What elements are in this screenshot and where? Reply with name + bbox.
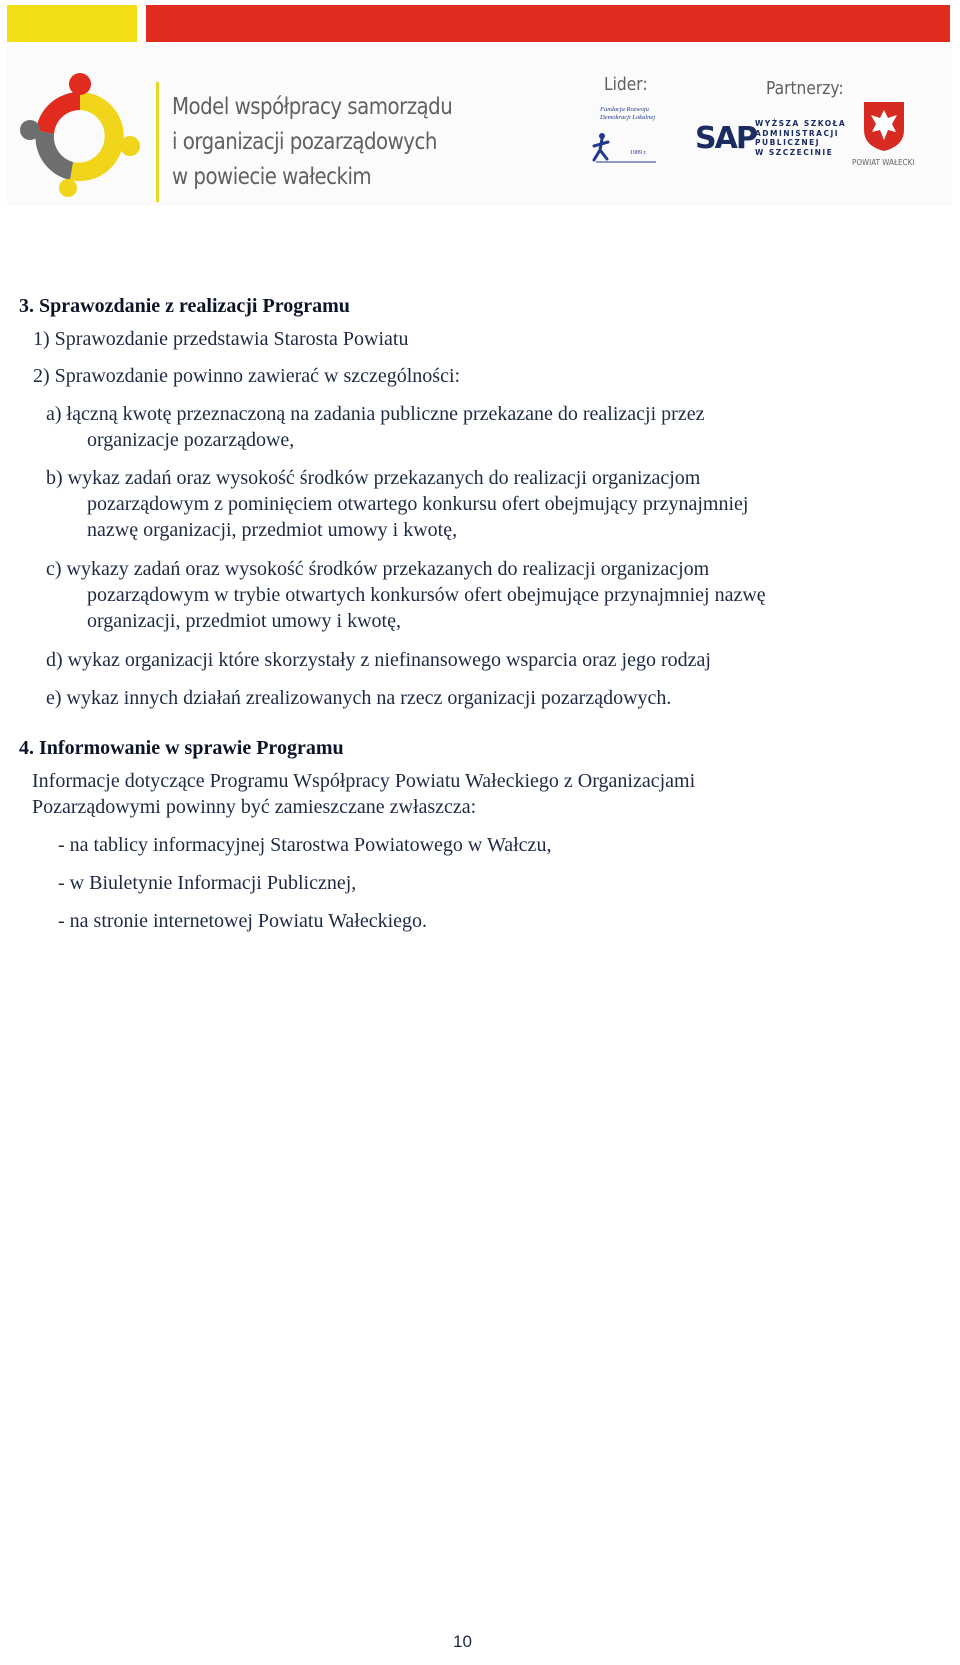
section-4-intro-line-1: Informacje dotyczące Programu Współpracy Powiatu Wałeckiego z Organizacjami [32,770,696,792]
powiat-label: POWIAT WAŁECKI [852,158,915,167]
point-b-line-3: nazwę organizacji, przedmiot umowy i kwotę, [87,519,458,541]
lider-label: Lider: [604,74,648,95]
project-title [172,90,456,195]
sap-logo-text: SAP [695,121,756,156]
sap-school-name [755,119,846,157]
point-a-line-1: a) łączną kwotę przeznaczoną na zadania publiczne przekazane do realizacji przez [46,403,705,425]
section-4-bullet-1: - na tablicy informacyjnej Starostwa Powiatowego w Wałczu, [58,834,552,856]
point-c-line-3: organizacji, przedmiot umowy i kwotę, [87,610,401,632]
header-bar-red [146,5,950,42]
point-c-line-1: c) wykazy zadań oraz wysokość środków przekazanych do realizacji organizacjom [46,558,710,580]
point-b-line-2: pozarządowym z pominięciem otwartego konkursu ofert obejmujący przynajmniej [87,493,749,515]
point-e-line: e) wykaz innych działań zrealizowanych na rzecz organizacji pozarządowych. [46,687,672,709]
sap-school-line-3: PUBLICZNEJ [755,138,821,147]
section-4-bullet-3: - na stronie internetowej Powiatu Wałeckiego. [58,910,428,932]
point-c-line-2: pozarządowym w trybie otwartych konkursów ofert obejmujące przynajmniej nazwę [87,584,766,606]
partnerzy-label: Partnerzy: [766,78,844,99]
project-title-line-2: i organizacji pozarządowych [172,129,437,155]
fundacja-logo-text [600,106,655,122]
sap-school-line-4: W SZCZECINIE [755,147,834,157]
section-4-heading: 4. Informowanie w sprawie Programu [19,737,344,759]
section-4-intro-line-2: Pozarządowymi powinny być zamieszczane zwłaszcza: [32,796,477,818]
point-d-line: d) wykaz organizacji które skorzystały z niefinansowego wsparcia oraz jego rodzaj [46,649,711,671]
section-3-heading: 3. Sprawozdanie z realizacji Programu [19,295,350,317]
section-3-item-2: 2) Sprawozdanie powinno zawierać w szczególności: [33,365,461,387]
fundacja-logo-year: 1989 r. [630,150,647,156]
banner-divider [156,82,159,202]
sap-school-line-1: WYŻSZA SZKOŁA [755,119,847,128]
sap-school-line-2: ADMINISTRACJI [755,128,840,138]
fundacja-logo-line-2: Demokracji Lokalnej [600,114,656,121]
point-b-line-1: b) wykaz zadań oraz wysokość środków przekazanych do realizacji organizacjom [46,467,701,489]
point-a-line-2: organizacje pozarządowe, [87,429,295,451]
powiat-crest-icon [862,100,906,152]
project-logo-icon [18,72,143,197]
project-title-line-1: Model współpracy samorządu [172,94,453,120]
section-4-bullet-2: - w Biuletynie Informacji Publicznej, [58,872,357,894]
project-title-line-3: w powiecie wałeckim [172,164,372,190]
section-3-item-1: 1) Sprawozdanie przedstawia Starosta Powiatu [33,328,409,350]
header-bar-yellow [7,5,137,42]
page-number: 10 [453,1632,472,1651]
fundacja-logo-line-1: Fundacja Rozwoju [600,106,649,113]
